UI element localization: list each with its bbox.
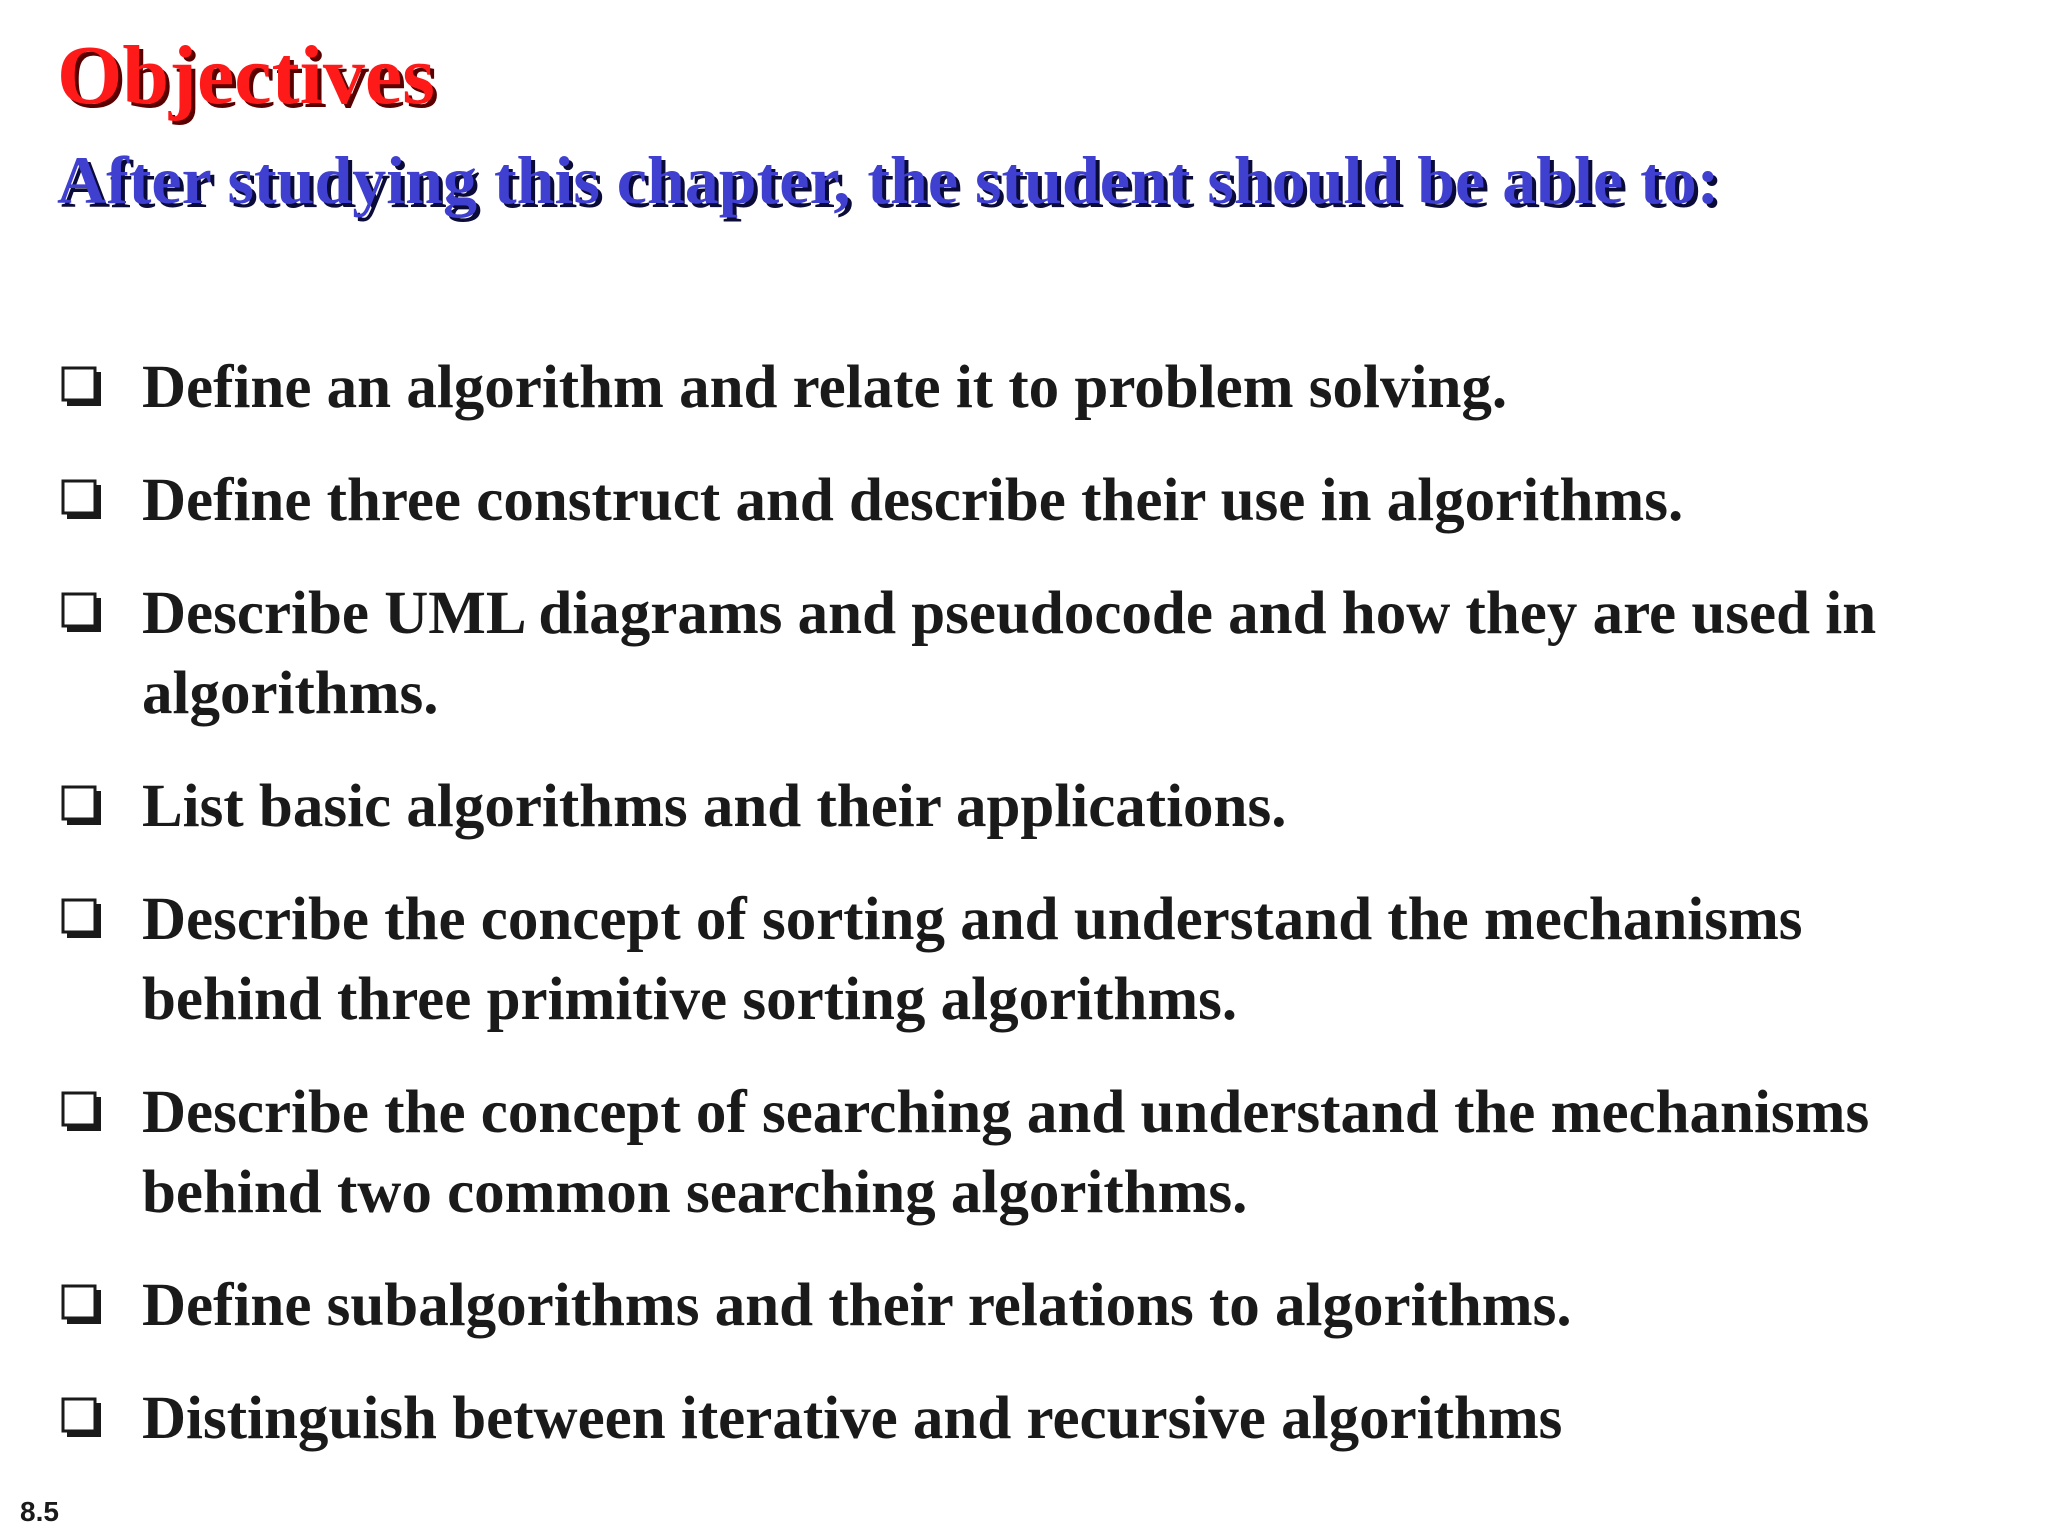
objective-item [57,1379,1987,1459]
objective-item [57,1073,1987,1233]
objectives-list [57,348,1987,1492]
checkbox-icon [61,1284,101,1324]
checkbox-icon [61,592,101,632]
objective-text: Define three construct and describe their use in algorithms. [142,467,1684,534]
slide-title: Objectives [57,29,435,122]
objective-text: Describe the concept of sorting and understand the mechanisms behind three primitive sorting algorithms. [142,886,1803,1033]
checkbox-icon [61,366,101,406]
checkbox-icon [61,1397,101,1437]
checkbox-icon [61,1091,101,1131]
checkbox-icon [61,785,101,825]
objective-text: Describe UML diagrams and pseudocode and how they are used in algorithms. [142,580,1877,727]
checkbox-icon [61,479,101,519]
objective-item [57,1266,1987,1346]
objective-text: Distinguish between iterative and recursive algorithms [142,1385,1563,1452]
slide-subtitle: After studying this chapter, the student should be able to: [57,142,1720,218]
objective-text: Define subalgorithms and their relations to algorithms. [142,1272,1572,1339]
objective-item [57,767,1987,847]
page-number: 8.5 [20,1496,59,1527]
objective-text: Describe the concept of searching and understand the mechanisms behind two common searching algorithms. [142,1079,1870,1226]
checkbox-icon [61,898,101,938]
objective-item [57,348,1987,428]
objective-item [57,574,1987,734]
objective-item [57,880,1987,1040]
objective-item [57,461,1987,541]
objective-text: List basic algorithms and their applications. [142,773,1287,840]
objective-text: Define an algorithm and relate it to problem solving. [142,354,1508,421]
